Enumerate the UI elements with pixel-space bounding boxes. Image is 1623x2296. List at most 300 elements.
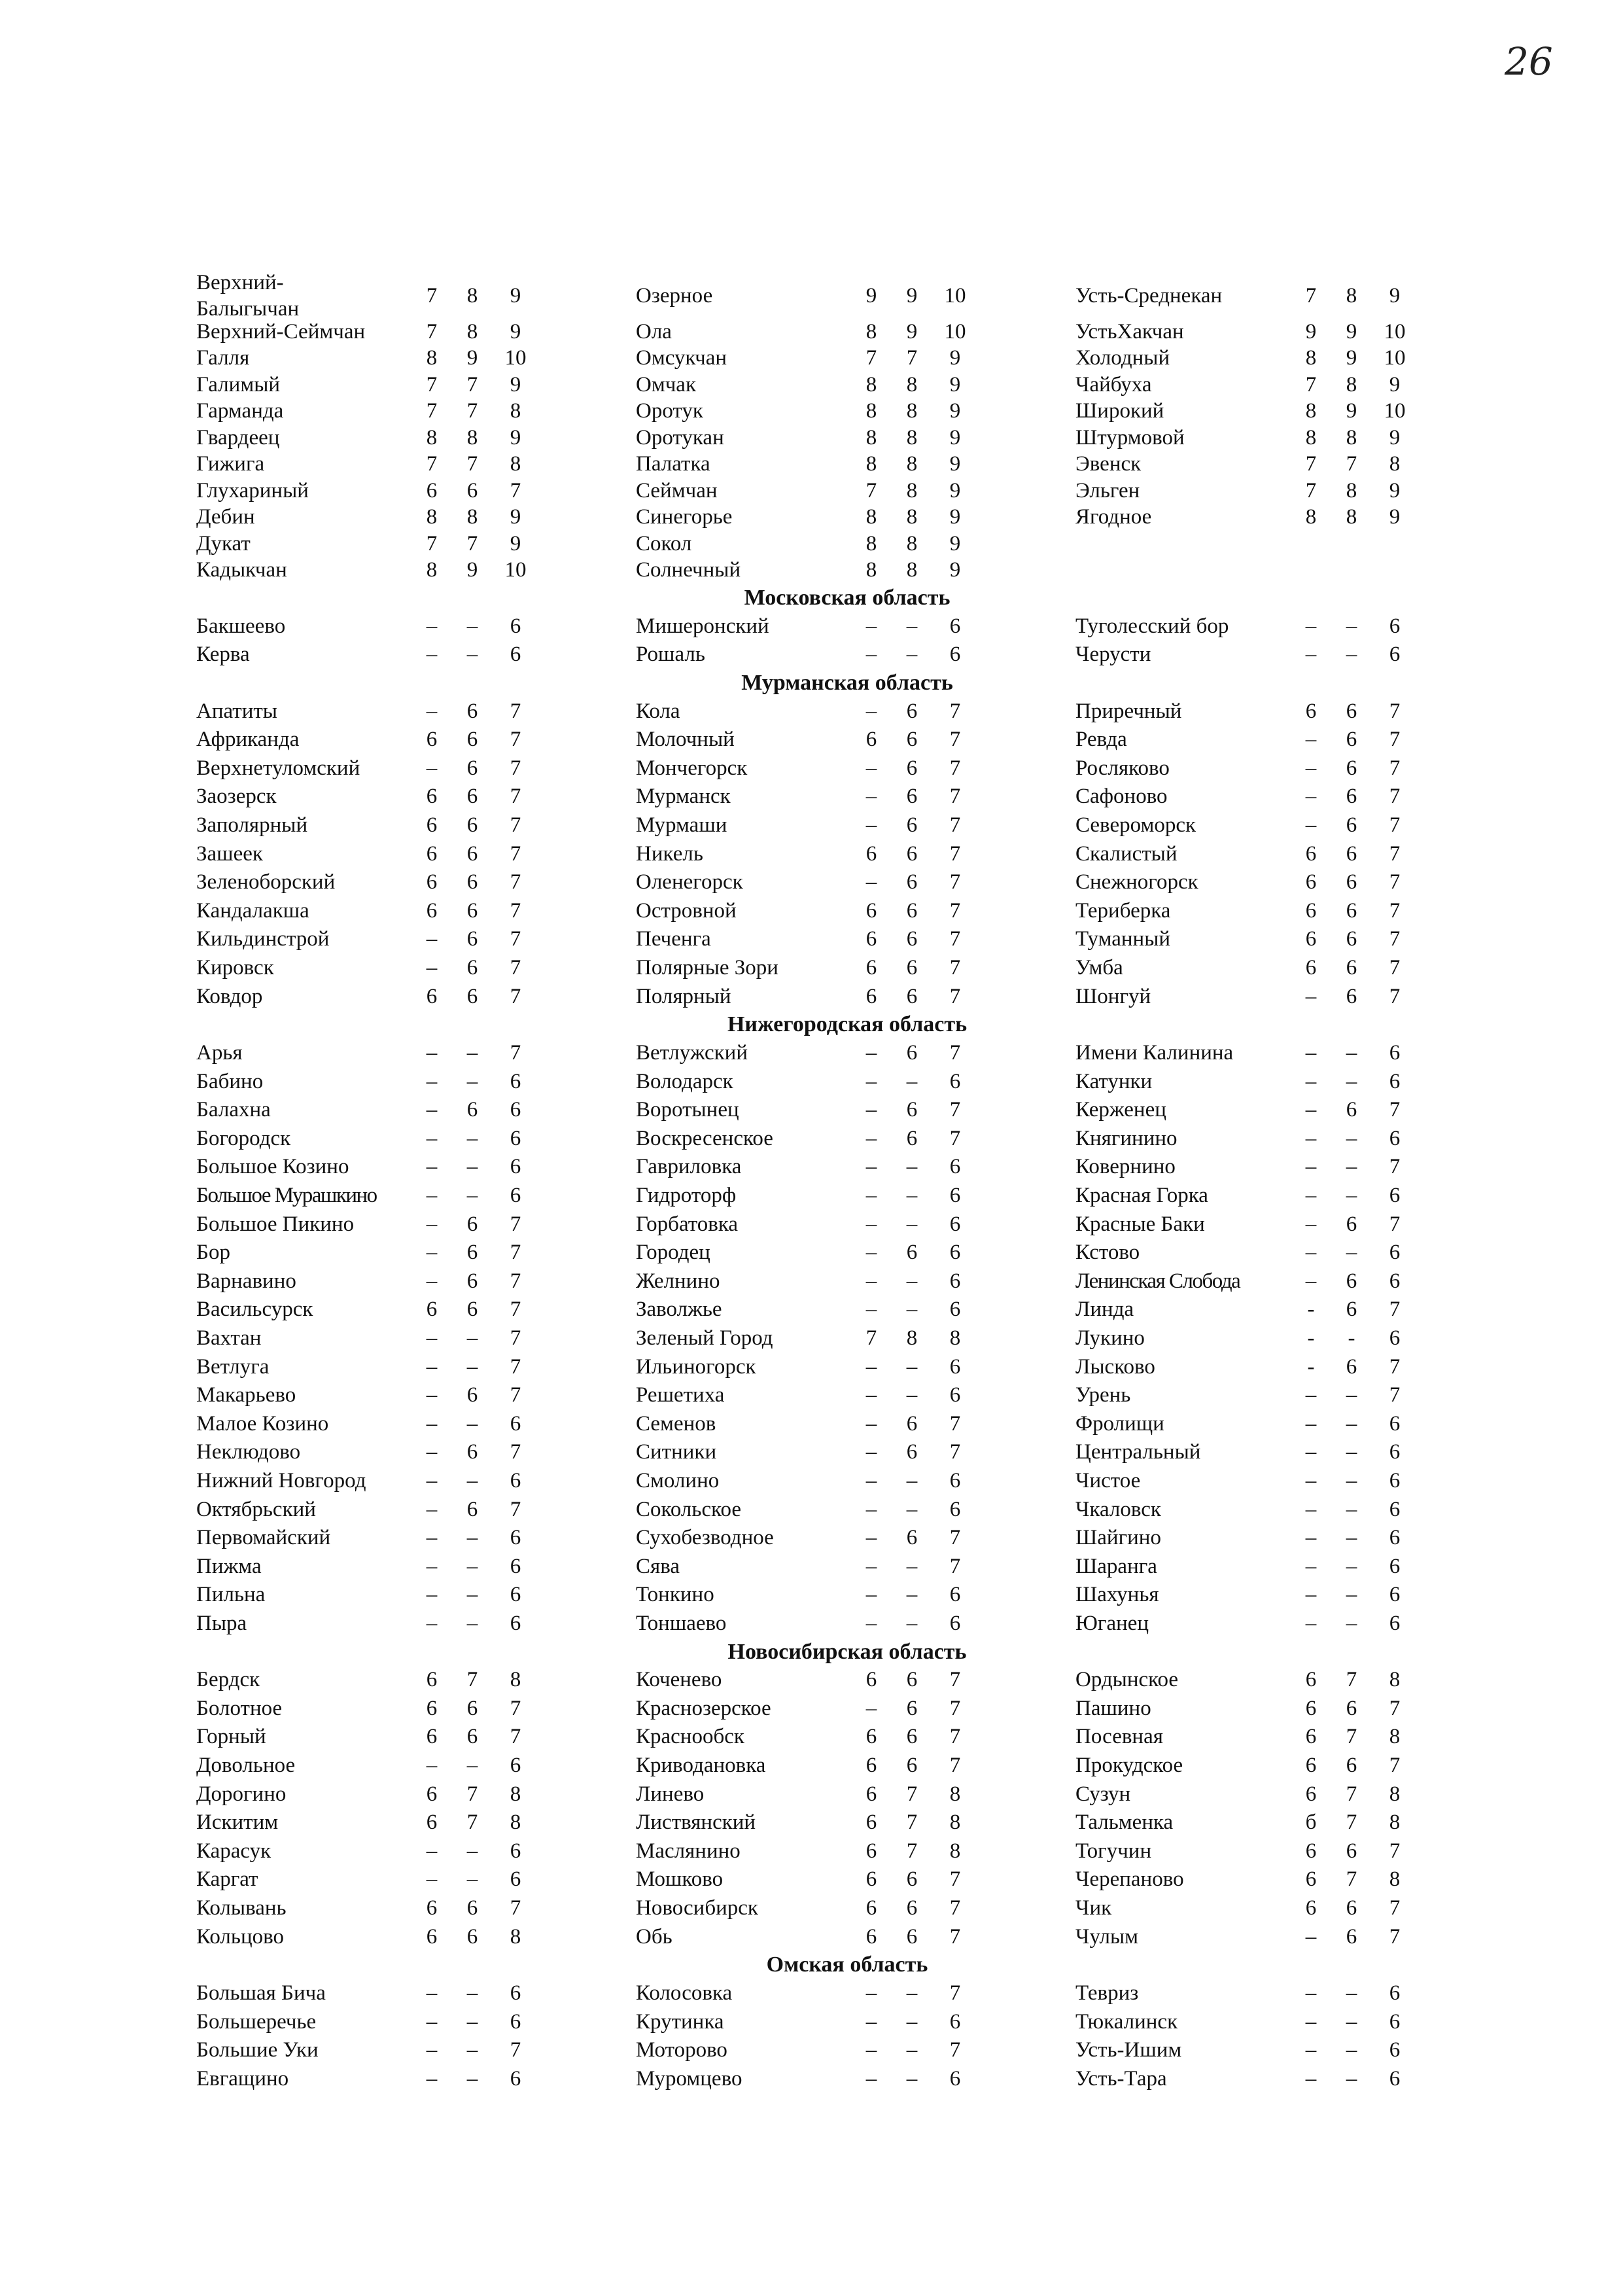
value-a: - bbox=[1307, 1326, 1315, 1350]
locality-name: Катунки bbox=[1075, 1069, 1153, 1093]
value-b: 6 bbox=[466, 699, 478, 723]
value-a: – bbox=[865, 614, 877, 638]
value-b: – bbox=[906, 1298, 918, 1322]
table-row bbox=[636, 1409, 1055, 1438]
value-c: 7 bbox=[949, 956, 961, 980]
table-row bbox=[196, 1352, 615, 1381]
value-b: 8 bbox=[906, 505, 918, 529]
value-a: – bbox=[1305, 1497, 1317, 1521]
value-c: 6 bbox=[949, 1583, 961, 1607]
value-b: 7 bbox=[466, 372, 478, 397]
value-a: – bbox=[426, 1867, 438, 1892]
value-b: – bbox=[466, 1411, 478, 1436]
value-a: – bbox=[865, 1183, 877, 1207]
value-c: 7 bbox=[949, 813, 961, 838]
value-c: 6 bbox=[510, 1611, 521, 1635]
table-row bbox=[1075, 370, 1494, 399]
locality-name: Гвардеец bbox=[196, 425, 280, 450]
value-a: – bbox=[426, 643, 438, 667]
locality-name: Колосовка bbox=[636, 1981, 733, 2005]
value-b: 8 bbox=[906, 372, 918, 397]
value-a: – bbox=[1305, 1040, 1317, 1065]
locality-name: Вахтан bbox=[196, 1326, 262, 1350]
value-b: 6 bbox=[906, 1440, 918, 1464]
value-c: 7 bbox=[949, 1440, 961, 1464]
value-b: 7 bbox=[466, 1668, 478, 1692]
table-row bbox=[1075, 1067, 1494, 1096]
locality-name: Кильдинстрой bbox=[196, 927, 330, 951]
locality-name: Рошаль bbox=[636, 643, 705, 667]
value-b: – bbox=[1346, 1155, 1357, 1179]
table-row bbox=[636, 1722, 1055, 1751]
value-a: – bbox=[426, 699, 438, 723]
value-b: 6 bbox=[466, 898, 478, 923]
value-a: – bbox=[1305, 1183, 1317, 1207]
region-heading: Московская область bbox=[744, 585, 951, 610]
locality-name: Большие Уки bbox=[196, 2038, 319, 2062]
table-row bbox=[1075, 782, 1494, 811]
value-c: 6 bbox=[1389, 2009, 1401, 2034]
value-c: 6 bbox=[1389, 1981, 1401, 2005]
locality-name: Полярные Зори bbox=[636, 956, 778, 980]
table-row bbox=[636, 2064, 1055, 2093]
table-row bbox=[636, 1238, 1055, 1267]
table-row bbox=[1075, 1267, 1494, 1296]
value-b: – bbox=[906, 1981, 918, 2005]
value-c: 6 bbox=[1389, 1269, 1401, 1293]
value-b: – bbox=[906, 2038, 918, 2062]
value-a: 7 bbox=[1305, 284, 1317, 308]
value-c: 10 bbox=[1384, 319, 1406, 344]
value-a: – bbox=[865, 2066, 877, 2091]
value-b: – bbox=[1346, 1069, 1357, 1093]
value-a: 6 bbox=[426, 898, 438, 923]
locality-name: Евгащино bbox=[196, 2066, 289, 2091]
table-row bbox=[196, 317, 615, 346]
value-b: – bbox=[1346, 1411, 1357, 1436]
value-a: – bbox=[865, 1212, 877, 1236]
value-a: 7 bbox=[426, 319, 438, 344]
value-a: – bbox=[426, 956, 438, 980]
table-row bbox=[636, 1124, 1055, 1153]
table-row bbox=[1075, 1238, 1494, 1267]
value-b: 6 bbox=[466, 756, 478, 780]
value-a: 6 bbox=[426, 1696, 438, 1720]
table-row bbox=[636, 697, 1055, 726]
locality-name: Большое Пикино bbox=[196, 1212, 355, 1236]
value-b: 6 bbox=[906, 1098, 918, 1122]
value-c: 9 bbox=[949, 346, 961, 370]
table-row bbox=[636, 925, 1055, 953]
locality-name: Никель bbox=[636, 841, 703, 866]
table-row bbox=[636, 1495, 1055, 1524]
table-row bbox=[1075, 1352, 1494, 1381]
value-b: 6 bbox=[906, 956, 918, 980]
table-row bbox=[636, 640, 1055, 669]
value-a: – bbox=[865, 699, 877, 723]
value-a: 8 bbox=[426, 346, 438, 370]
value-a: – bbox=[865, 1440, 877, 1464]
value-b: 6 bbox=[906, 1241, 918, 1265]
locality-name: Галля bbox=[196, 346, 250, 370]
table-row bbox=[196, 811, 615, 839]
value-c: 9 bbox=[510, 319, 521, 344]
locality-name: Чкаловск bbox=[1075, 1497, 1161, 1521]
table-row bbox=[636, 317, 1055, 346]
value-a: 6 bbox=[865, 1867, 877, 1892]
value-c: 8 bbox=[1389, 1810, 1401, 1835]
value-b: 6 bbox=[906, 1725, 918, 1749]
value-b: 6 bbox=[906, 1696, 918, 1720]
value-b: – bbox=[906, 1583, 918, 1607]
table-row bbox=[636, 1665, 1055, 1694]
value-b: 6 bbox=[466, 1896, 478, 1920]
table-row bbox=[196, 896, 615, 925]
page-number: 26 bbox=[1505, 39, 1553, 84]
value-a: 9 bbox=[865, 284, 877, 308]
value-a: – bbox=[1305, 1126, 1317, 1150]
locality-name: Кстово bbox=[1075, 1241, 1140, 1265]
value-c: 6 bbox=[1389, 1583, 1401, 1607]
locality-name: Пижма bbox=[196, 1554, 262, 1578]
value-c: 7 bbox=[510, 927, 521, 951]
value-a: - bbox=[1307, 1298, 1315, 1322]
table-row bbox=[636, 1894, 1055, 1922]
value-a: 6 bbox=[865, 1668, 877, 1692]
value-b: – bbox=[906, 1155, 918, 1179]
value-b: 6 bbox=[466, 1924, 478, 1949]
value-b: – bbox=[1346, 643, 1357, 667]
table-row bbox=[1075, 1181, 1494, 1210]
value-c: 7 bbox=[1389, 1212, 1401, 1236]
value-b: 6 bbox=[1346, 1839, 1357, 1863]
value-c: 6 bbox=[510, 1754, 521, 1778]
value-b: – bbox=[466, 1468, 478, 1492]
value-a: 8 bbox=[426, 505, 438, 529]
table-row bbox=[196, 1722, 615, 1751]
locality-name: Чистое bbox=[1075, 1468, 1141, 1492]
locality-name: Оротук bbox=[636, 399, 703, 423]
value-c: 7 bbox=[510, 898, 521, 923]
value-b: 6 bbox=[1346, 1696, 1357, 1720]
value-a: – bbox=[426, 1411, 438, 1436]
value-c: 9 bbox=[949, 505, 961, 529]
locality-name: Дукат bbox=[196, 531, 251, 556]
value-a: – bbox=[865, 1126, 877, 1150]
table-row bbox=[636, 1038, 1055, 1067]
locality-name: Усть-Среднекан bbox=[1075, 284, 1223, 308]
value-a: – bbox=[1305, 614, 1317, 638]
value-a: 6 bbox=[426, 1896, 438, 1920]
value-b: 8 bbox=[466, 284, 478, 308]
value-a: – bbox=[426, 1440, 438, 1464]
value-a: – bbox=[865, 756, 877, 780]
value-c: 7 bbox=[510, 1040, 521, 1065]
value-b: 8 bbox=[1346, 372, 1357, 397]
value-c: 6 bbox=[949, 1183, 961, 1207]
table-row bbox=[1075, 925, 1494, 953]
table-row bbox=[196, 1267, 615, 1296]
locality-name: Тевриз bbox=[1075, 1981, 1139, 2005]
table-row bbox=[196, 953, 615, 982]
value-c: 6 bbox=[510, 1155, 521, 1179]
locality-name: Гарманда bbox=[196, 399, 284, 423]
locality-name: Мишеронский bbox=[636, 614, 769, 638]
locality-name: Тоншаево bbox=[636, 1611, 727, 1635]
table-row bbox=[196, 370, 615, 399]
table-row bbox=[196, 1808, 615, 1837]
table-row bbox=[1075, 1324, 1494, 1352]
locality-name: Ленинская Слобода bbox=[1075, 1269, 1240, 1293]
table-row bbox=[1075, 982, 1494, 1011]
value-b: 6 bbox=[906, 1411, 918, 1436]
value-c: 7 bbox=[510, 870, 521, 894]
value-b: – bbox=[1346, 2066, 1357, 2091]
value-c: 6 bbox=[1389, 1440, 1401, 1464]
value-c: 6 bbox=[949, 1155, 961, 1179]
value-c: 8 bbox=[1389, 1867, 1401, 1892]
value-a: – bbox=[865, 2038, 877, 2062]
value-b: 6 bbox=[466, 1497, 478, 1521]
locality-name: Штурмовой bbox=[1075, 425, 1185, 450]
table-row bbox=[636, 281, 1055, 310]
value-a: 6 bbox=[426, 478, 438, 503]
value-c: 6 bbox=[1389, 1468, 1401, 1492]
locality-name: Ягодное bbox=[1075, 505, 1152, 529]
value-b: 7 bbox=[466, 399, 478, 423]
value-b: 6 bbox=[1346, 1354, 1357, 1379]
value-a: 8 bbox=[1305, 346, 1317, 370]
locality-name: Криводановка bbox=[636, 1754, 766, 1778]
table-row bbox=[196, 1552, 615, 1581]
value-a: – bbox=[426, 1040, 438, 1065]
value-a: – bbox=[1305, 1924, 1317, 1949]
table-row bbox=[196, 782, 615, 811]
locality-name: Керва bbox=[196, 643, 250, 667]
value-a: – bbox=[426, 1468, 438, 1492]
value-a: – bbox=[426, 927, 438, 951]
value-b: 6 bbox=[1346, 1098, 1357, 1122]
locality-name: Муромцево bbox=[636, 2066, 742, 2091]
table-row bbox=[196, 556, 615, 584]
value-b: 6 bbox=[466, 1269, 478, 1293]
value-b: 6 bbox=[1346, 1896, 1357, 1920]
locality-name: Гидроторф bbox=[636, 1183, 737, 1207]
value-c: 10 bbox=[1384, 399, 1406, 423]
locality-name: Линда bbox=[1075, 1298, 1134, 1322]
locality-name: Гижига bbox=[196, 452, 265, 476]
table-row bbox=[196, 1495, 615, 1524]
value-c: 7 bbox=[510, 1497, 521, 1521]
value-b: 7 bbox=[906, 346, 918, 370]
value-c: 7 bbox=[1389, 785, 1401, 809]
locality-name: Шахунья bbox=[1075, 1583, 1159, 1607]
value-b: 6 bbox=[906, 1896, 918, 1920]
value-c: 8 bbox=[1389, 1782, 1401, 1806]
table-row bbox=[196, 2036, 615, 2064]
value-a: 8 bbox=[865, 452, 877, 476]
value-c: 7 bbox=[510, 1383, 521, 1407]
locality-name: Желнино bbox=[636, 1269, 720, 1293]
locality-name: Заполярный bbox=[196, 813, 308, 838]
value-a: 6 bbox=[426, 1810, 438, 1835]
value-c: 7 bbox=[949, 1554, 961, 1578]
value-b: 6 bbox=[1346, 1754, 1357, 1778]
locality-name: Тюкалинск bbox=[1075, 2009, 1178, 2034]
value-c: 6 bbox=[1389, 1611, 1401, 1635]
value-a: 8 bbox=[865, 531, 877, 556]
value-a: 6 bbox=[426, 785, 438, 809]
locality-name: Центральный bbox=[1075, 1440, 1201, 1464]
value-c: 6 bbox=[510, 2066, 521, 2091]
value-a: – bbox=[865, 1411, 877, 1436]
value-c: 7 bbox=[1389, 1155, 1401, 1179]
value-c: 7 bbox=[949, 1526, 961, 1550]
table-row bbox=[1075, 2036, 1494, 2064]
value-b: – bbox=[1346, 1583, 1357, 1607]
value-a: 6 bbox=[1305, 1896, 1317, 1920]
table-row bbox=[636, 503, 1055, 531]
table-row bbox=[196, 1067, 615, 1096]
value-b: 6 bbox=[1346, 728, 1357, 752]
table-row bbox=[636, 1808, 1055, 1837]
value-b: – bbox=[1346, 1040, 1357, 1065]
locality-name: Кировск bbox=[196, 956, 274, 980]
locality-name: Довольное bbox=[196, 1754, 296, 1778]
table-row bbox=[636, 1979, 1055, 2007]
value-c: 6 bbox=[949, 1269, 961, 1293]
table-row bbox=[196, 1523, 615, 1552]
table-row bbox=[636, 476, 1055, 505]
locality-name: Неклюдово bbox=[196, 1440, 301, 1464]
table-row bbox=[636, 2036, 1055, 2064]
value-c: 7 bbox=[949, 1126, 961, 1150]
value-c: 6 bbox=[949, 1241, 961, 1265]
table-row bbox=[636, 1751, 1055, 1780]
value-b: – bbox=[466, 1354, 478, 1379]
value-c: 9 bbox=[1389, 425, 1401, 450]
value-b: 6 bbox=[906, 785, 918, 809]
value-a: 6 bbox=[865, 841, 877, 866]
value-b: – bbox=[906, 2009, 918, 2034]
value-b: 6 bbox=[466, 813, 478, 838]
locality-name: Посевная bbox=[1075, 1725, 1163, 1749]
value-c: 7 bbox=[1389, 927, 1401, 951]
locality-name: Ильиногорск bbox=[636, 1354, 756, 1379]
value-a: 6 bbox=[426, 728, 438, 752]
value-c: 7 bbox=[1389, 870, 1401, 894]
value-b: – bbox=[466, 1155, 478, 1179]
value-c: 9 bbox=[510, 531, 521, 556]
value-c: 7 bbox=[510, 785, 521, 809]
value-b: 6 bbox=[906, 927, 918, 951]
value-b: 6 bbox=[466, 841, 478, 866]
value-a: 8 bbox=[865, 558, 877, 582]
table-row bbox=[636, 1067, 1055, 1096]
table-row bbox=[196, 725, 615, 754]
value-a: 6 bbox=[426, 1298, 438, 1322]
table-row bbox=[196, 1694, 615, 1723]
locality-name: Тогучин bbox=[1075, 1839, 1152, 1863]
value-c: 7 bbox=[1389, 813, 1401, 838]
value-c: 9 bbox=[510, 372, 521, 397]
value-b: 7 bbox=[466, 452, 478, 476]
value-c: 10 bbox=[504, 346, 527, 370]
table-row bbox=[636, 2007, 1055, 2036]
table-row bbox=[1075, 2007, 1494, 2036]
value-a: 6 bbox=[1305, 699, 1317, 723]
value-c: 7 bbox=[949, 1411, 961, 1436]
value-c: 7 bbox=[1389, 756, 1401, 780]
value-a: – bbox=[865, 1468, 877, 1492]
table-row bbox=[636, 1152, 1055, 1181]
value-c: 9 bbox=[1389, 372, 1401, 397]
value-b: 7 bbox=[466, 1810, 478, 1835]
value-b: – bbox=[906, 1611, 918, 1635]
value-c: 8 bbox=[949, 1782, 961, 1806]
value-a: – bbox=[426, 1583, 438, 1607]
value-c: 10 bbox=[504, 558, 527, 582]
locality-name: Листвянский bbox=[636, 1810, 756, 1835]
table-row bbox=[1075, 1438, 1494, 1466]
value-a: 6 bbox=[1305, 956, 1317, 980]
value-a: 6 bbox=[865, 1810, 877, 1835]
locality-name: Ситники bbox=[636, 1440, 717, 1464]
value-a: – bbox=[426, 1754, 438, 1778]
value-b: 6 bbox=[906, 1668, 918, 1692]
locality-name: Снежногорск bbox=[1075, 870, 1198, 894]
value-a: 6 bbox=[865, 1725, 877, 1749]
table-row bbox=[1075, 1295, 1494, 1324]
value-a: – bbox=[426, 1155, 438, 1179]
value-a: – bbox=[865, 1696, 877, 1720]
locality-name: Заволжье bbox=[636, 1298, 722, 1322]
table-row bbox=[1075, 1523, 1494, 1552]
value-b: – bbox=[466, 643, 478, 667]
value-a: – bbox=[865, 1497, 877, 1521]
value-b: 6 bbox=[906, 1126, 918, 1150]
value-b: 6 bbox=[906, 699, 918, 723]
locality-name: Княгинино bbox=[1075, 1126, 1178, 1150]
locality-name: Туголесский бор bbox=[1075, 614, 1229, 638]
value-b: – bbox=[906, 1383, 918, 1407]
value-b: 6 bbox=[466, 1383, 478, 1407]
locality-name: Сокол bbox=[636, 531, 692, 556]
locality-name: Пильна bbox=[196, 1583, 266, 1607]
locality-name: Коченево bbox=[636, 1668, 722, 1692]
locality-name: Семенов bbox=[636, 1411, 716, 1436]
value-a: – bbox=[1305, 1981, 1317, 2005]
value-c: 8 bbox=[510, 1782, 521, 1806]
value-b: 6 bbox=[1346, 756, 1357, 780]
value-b: – bbox=[466, 1839, 478, 1863]
value-c: 6 bbox=[949, 1354, 961, 1379]
value-a: – bbox=[426, 1839, 438, 1863]
value-a: – bbox=[426, 2038, 438, 2062]
value-c: 6 bbox=[949, 1212, 961, 1236]
value-c: 6 bbox=[949, 2009, 961, 2034]
value-c: 6 bbox=[949, 1468, 961, 1492]
table-row bbox=[1075, 1694, 1494, 1723]
value-c: 7 bbox=[1389, 956, 1401, 980]
locality-name: Заозерск bbox=[196, 785, 277, 809]
value-c: 7 bbox=[949, 870, 961, 894]
locality-name: Каргат bbox=[196, 1867, 258, 1892]
value-c: 6 bbox=[1389, 2066, 1401, 2091]
value-a: – bbox=[1305, 1098, 1317, 1122]
value-b: – bbox=[906, 614, 918, 638]
table-row bbox=[1075, 281, 1494, 310]
